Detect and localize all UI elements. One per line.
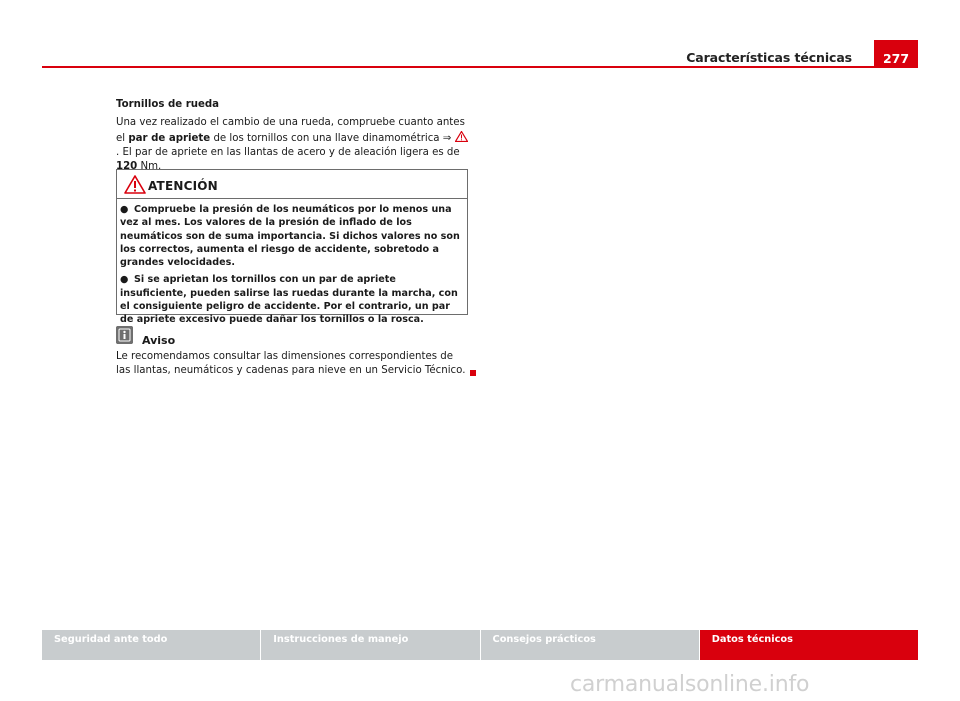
warning-title: ATENCIÓN [148,179,218,193]
paragraph-text: Una vez realizado el cambio de una rueda, compruebe cuanto antes el [116,117,465,144]
footer-tab-consejos[interactable]: Consejos prácticos [481,630,699,660]
warning-box [116,169,468,326]
warning-triangle-icon [124,175,146,194]
section-end-marker [470,370,476,376]
section-paragraph [116,116,468,174]
torque-value: 120 [116,161,138,173]
warning-item-text: Compruebe la presión de los neumáticos por lo menos una vez al mes. Los valores de la presión de inflado de los neumáticos son de suma importancia. Si dichos valores no son los correctos, aumenta el riesgo de accidente, sobretodo a grandes velocidades. [120,204,460,269]
bullet-icon: ● [120,204,129,215]
bullet-icon: ● [120,274,129,286]
warning-header [117,170,467,199]
note-title: Aviso [142,334,176,347]
note-text: Le recomendamos consultar las dimensiones correspondientes de las llantas, neumáticos y cadenas para nieve en un Servicio Técnico. [116,351,466,377]
paragraph-text: de los tornillos con una llave dinamométrica ⇒ [210,132,455,144]
warning-body [117,199,467,327]
paragraph-text: Nm. [137,161,162,173]
chapter-title: Características técnicas [686,50,852,65]
section-title: Tornillos de rueda [116,99,220,110]
section-content [116,98,468,174]
warning-item [120,203,462,269]
header-divider [42,66,918,68]
page-header [42,40,918,68]
warning-reference-icon[interactable] [455,131,468,142]
warning-item [120,273,462,326]
footer-tab-instrucciones[interactable]: Instrucciones de manejo [261,630,479,660]
info-note-icon [116,326,133,344]
warning-item-text: Si se aprietan los tornillos con un par de apriete insuficiente, pueden salirse las ruedas durante la marcha, con el consiguiente peligro de accidente. Por el contrario, un par de apriete excesivo puede dañar los tornillos o la rosca. [120,274,458,326]
footer-nav [42,630,918,660]
paragraph-bold-term: par de apriete [128,132,211,144]
paragraph-text: . El par de apriete en las llantas de acero y de aleación ligera es de [116,146,460,158]
footer-tab-datos-tecnicos[interactable]: Datos técnicos [700,630,918,660]
page-number: 277 [874,40,918,68]
footer-tab-seguridad[interactable]: Seguridad ante todo [42,630,260,660]
watermark: carmanualsonline.info [570,672,810,697]
